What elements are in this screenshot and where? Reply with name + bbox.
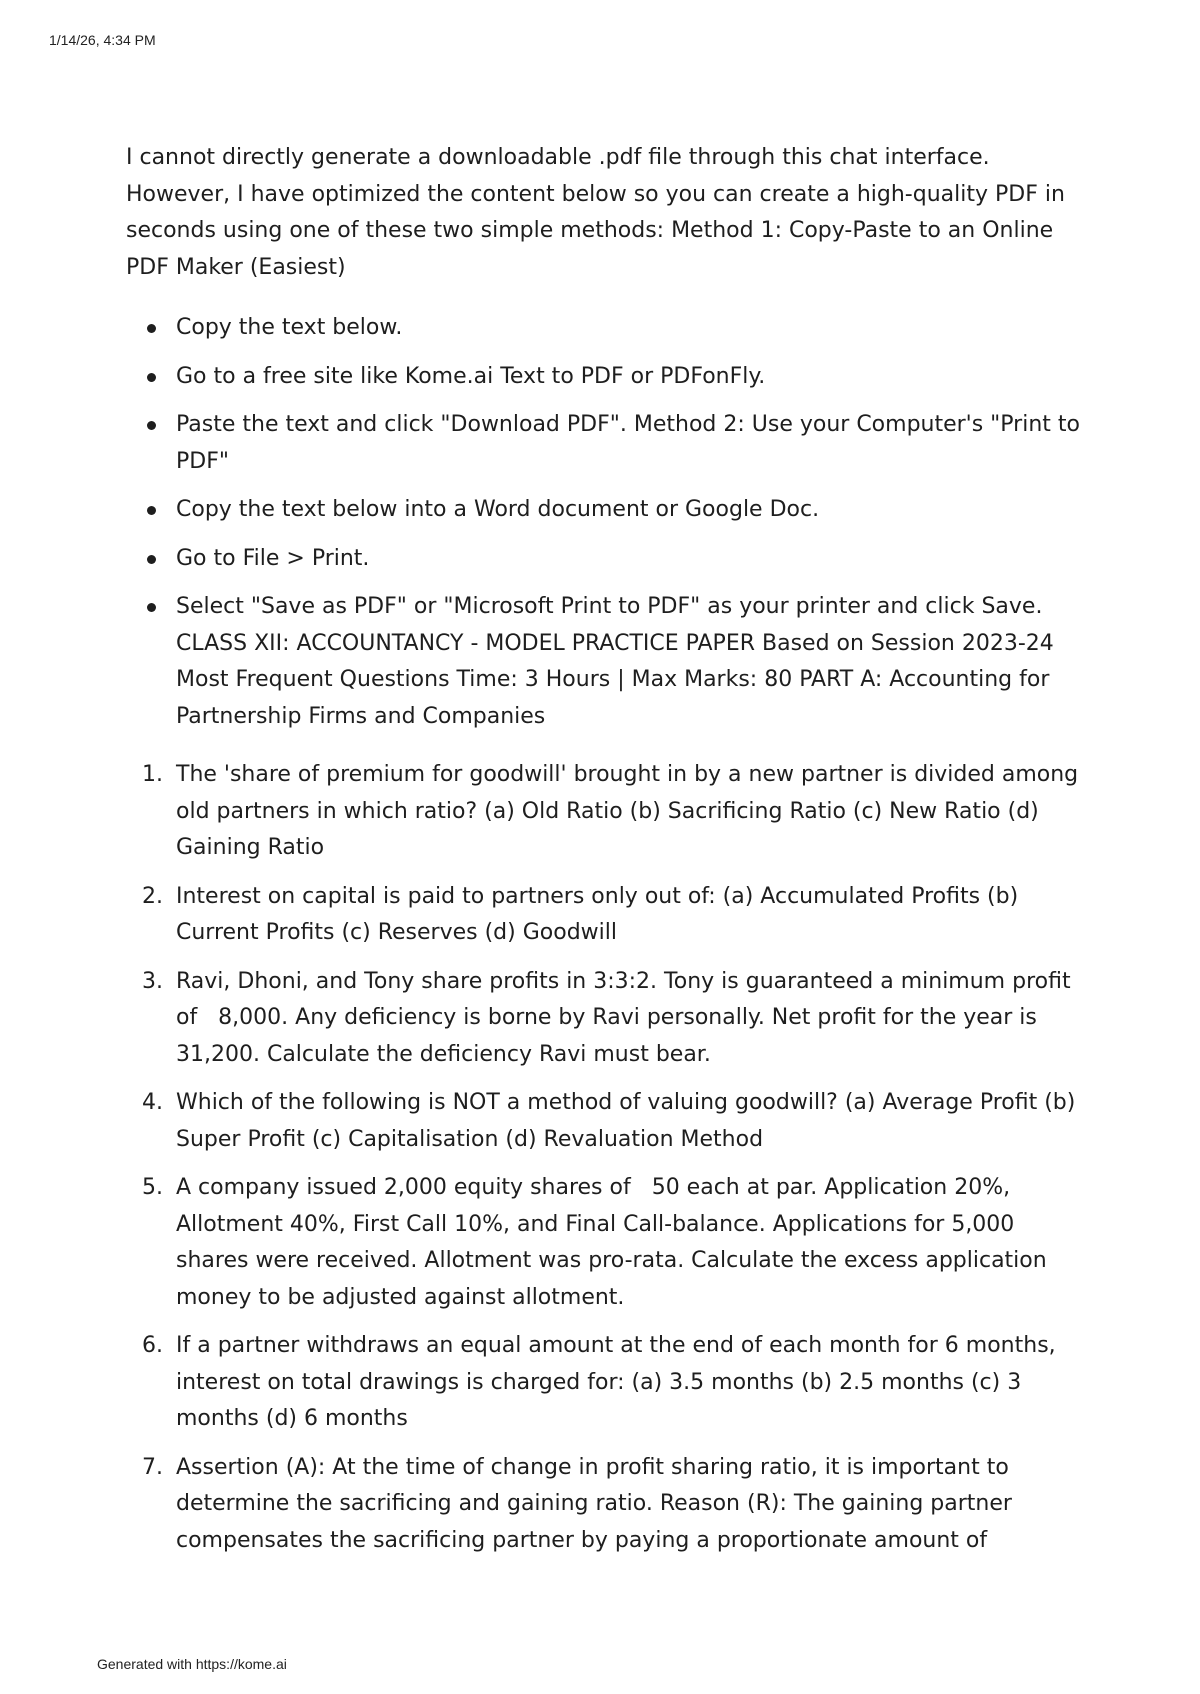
bullet-icon [147,506,156,515]
question-number: 1. [142,762,163,787]
question-text: The 'share of premium for goodwill' brought in by a new partner is divided among old partners in which ratio? (a) Old Ratio (b) Sacrificing Ratio (c) New Ratio (d) Gaining Ratio [176,762,1079,860]
intro-paragraph: I cannot directly generate a downloadable .pdf file through this chat interface. However, I have optimized the content below so you can create a high-quality PDF in seconds using one of these two simple methods: Method 1: Copy-Paste to an Online PDF Maker (Easiest) [126,145,1065,280]
question-number: 3. [142,968,163,994]
list-item [126,310,1086,347]
question-number: 4. [142,1090,163,1115]
list-item [126,589,1086,735]
question-item [126,879,1086,952]
bullet-icon [147,373,156,382]
bullet-icon [147,555,156,564]
list-item [126,359,1086,396]
list-item-text: Go to File > Print. [176,545,370,571]
question-text: Interest on capital is paid to partners only out of: (a) Accumulated Profits (b) Current Profits (c) Reserves (d) Goodwill [176,883,1019,945]
bullet-icon [147,603,156,612]
question-number: 7. [142,1454,163,1480]
document-body [126,140,1086,1571]
question-number: 5. [142,1175,163,1200]
question-text: If a partner withdraws an equal amount at the end of each month for 6 months, interest on total drawings is charged for: (a) 3.5 months (b) 2.5 months (c) 3 months (d) 6 months [176,1333,1056,1431]
list-item [126,492,1086,529]
question-text: Ravi, Dhoni, and Tony share profits in 3:3:2. Tony is guaranteed a minimum profit of 8,000. Any deficiency is borne by Ravi personally. Net profit for the year is 31,200. Calculate the deficiency Ravi must bear. [176,968,1071,1067]
question-number: 2. [142,883,163,909]
print-timestamp: 1/14/26, 4:34 PM [49,32,156,48]
question-text: Which of the following is NOT a method of valuing goodwill? (a) Average Profit (b) Super Profit (c) Capitalisation (d) Revaluation Method [176,1090,1076,1152]
bullet-icon [147,324,156,333]
list-item-text: Go to a free site like Kome.ai Text to PDF or PDFonFly. [176,363,766,389]
question-item [126,1085,1086,1158]
bullet-icon [147,421,156,430]
question-number: 6. [142,1333,163,1358]
question-text: Assertion (A): At the time of change in profit sharing ratio, it is important to determine the sacrificing and gaining ratio. Reason (R): The gaining partner compensates the sacrificing partner by paying a proportionate amount of [176,1454,1012,1553]
method-steps-list [126,310,1086,735]
list-item-text: Select "Save as PDF" or "Microsoft Print to PDF" as your printer and click Save. CLASS XII: ACCOUNTANCY - MODEL PRACTICE PAPER Based on Session 2023-24 Most Frequent Questions Time: 3 Hours | Max Marks: 80 PART A: Accounting for Partnership Firms and Companies [176,594,1054,729]
question-item [126,1328,1086,1438]
list-item [126,407,1086,480]
questions-list [126,757,1086,1559]
question-item [126,964,1086,1074]
question-item [126,757,1086,867]
list-item-text: Copy the text below. [176,315,403,340]
list-item-text: Paste the text and click "Download PDF". Method 2: Use your Computer's "Print to PDF" [176,412,1080,474]
question-item [126,1450,1086,1560]
generated-footer: Generated with https://kome.ai [97,1656,287,1672]
list-item [126,541,1086,578]
list-item-text: Copy the text below into a Word document or Google Doc. [176,497,820,522]
question-text: A company issued 2,000 equity shares of 50 each at par. Application 20%, Allotment 40%, First Call 10%, and Final Call-balance. Applications for 5,000 shares were received. Allotment was pro-rata. Calculate the excess application money to be adjusted against allotment. [176,1175,1047,1310]
question-item [126,1170,1086,1316]
